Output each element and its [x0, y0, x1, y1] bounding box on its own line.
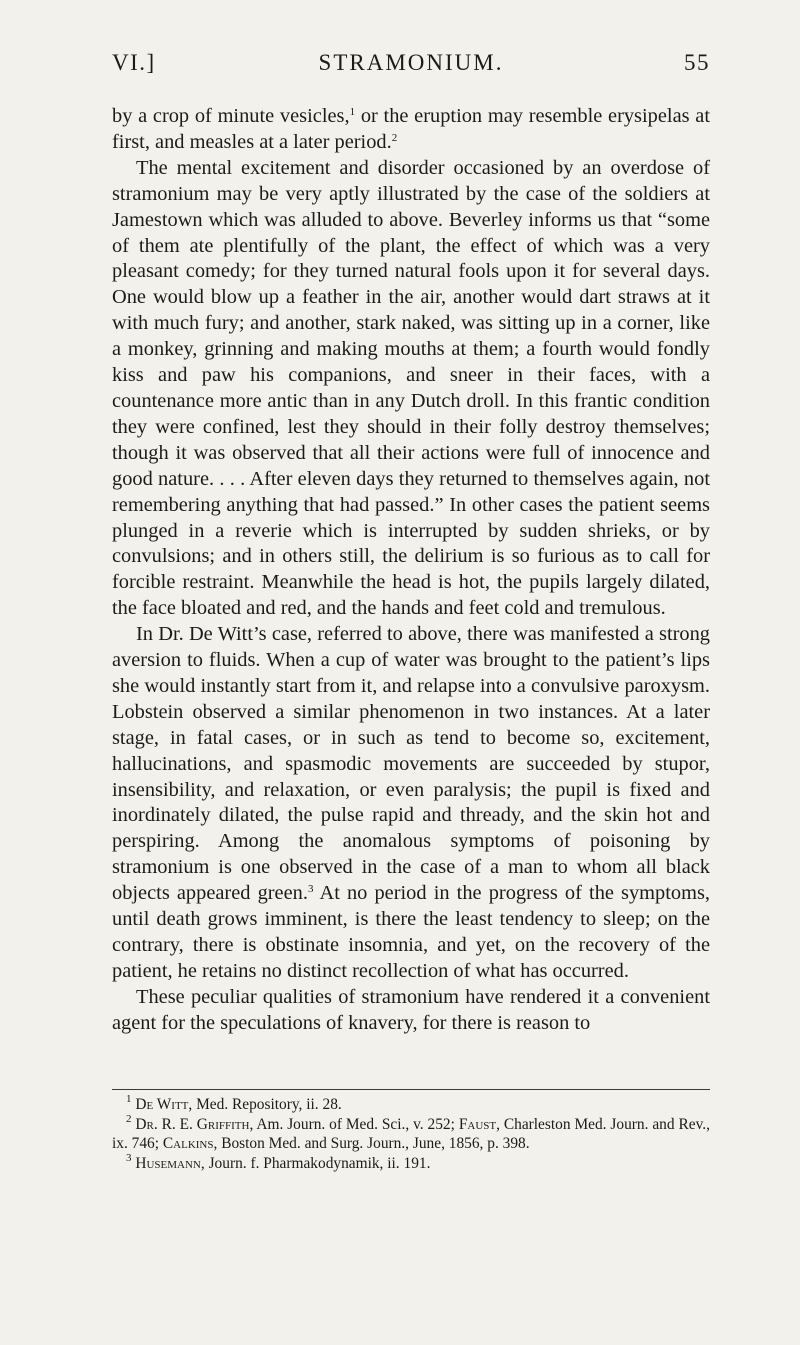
text-run: Husemann [135, 1154, 201, 1172]
text-run: The mental excitement and disorder occasioned by an overdose of stramonium may be very aptly illustrated by the case of the soldiers at Jamestown which was alluded to above. Beverley informs us that “some of them ate plentifully of the plant, the effect of which was a very pleasant comedy; for they turned natural fools upon it for several days. One would blow up a feather in the air, another would dart straws at it with much fury; and another, stark naked, was sitting up in a corner, like a monkey, grinning and making mouths at them; a fourth would fondly kiss and paw his companions, and sneer in their faces, with a countenance more antic than in any Dutch droll. In this frantic condition they were confined, lest they should in their folly destroy themselves; though it was observed that all their actions were full of innocence and good nature. . . . After eleven days they returned to themselves again, not remembering anything that had passed.” In other cases the patient seems plunged in a reverie which is interrupted by sudden shrieks, or by convulsions; and in others still, the delirium is so furious as to call for forcible restraint. Meanwhile the head is hot, the pupils largely dilated, the face bloated and red, and the hands and feet cold and tremulous. [112, 156, 710, 620]
footnote-marker: 2 [391, 131, 398, 144]
text-run: In Dr. De Witt’s case, referred to above, there was manifested a strong aversion to fluids. When a cup of water was brought to the patient’s lips she would instantly start from it, and relapse into a convulsive paroxysm. Lobstein observed a similar phenomenon in two instances. At a later stage, in fatal cases, or in such as tend to become so, excitement, hallucinations, and spasmodic movements are succeeded by stupor, insensibility, and relaxation, or even paralysis; the pupil is fixed and inordinately dilated, the pulse rapid and thready, and the skin hot and perspiring. Among the anomalous symptoms of poisoning by stramonium is one observed in the case of a man to whom all black objects appeared green. [112, 623, 710, 905]
text-run: At no period in the progress of the symptoms, until death grows imminent, is there the least tendency to sleep; on the contrary, there is obstinate insomnia, and yet, on the recovery of the patient, he retains no distinct recollection of what has occurred. [112, 882, 710, 982]
text-run: , Am. Journ. of Med. Sci., v. 252; [249, 1115, 459, 1133]
text-run: Faust [458, 1115, 497, 1133]
footnote [112, 1151, 710, 1174]
paragraph [112, 985, 710, 1037]
text-run: De Witt [135, 1096, 189, 1113]
text-run: These peculiar qualities of stramonium have rendered it a convenient agent for the speculations of knavery, for there is reason to [112, 985, 710, 1034]
text-run: or the eruption may resemble erysipelas at first, and measles at a later period. [112, 105, 710, 153]
paragraph [112, 104, 710, 156]
paragraph [112, 156, 710, 622]
footnote-marker: 1 [126, 1093, 132, 1105]
text-run: , Boston Med. and Surg. Journ., June, 1856, p. 398. [213, 1135, 530, 1152]
footnote-marker: 2 [126, 1112, 132, 1125]
footnote-marker: 1 [349, 106, 356, 118]
footnote-rule [112, 1089, 710, 1090]
footnote [112, 1112, 710, 1154]
footnotes [112, 1095, 710, 1173]
footnote-marker: 3 [126, 1151, 132, 1164]
body-text [112, 104, 710, 1037]
footnote [112, 1095, 710, 1115]
running-header [112, 50, 710, 84]
text-run: Dr. R. E. Griffith [135, 1115, 250, 1133]
footnote-marker: 3 [307, 883, 314, 896]
text-run: , Charleston Med. Journ. and Rev., ix. 746; [112, 1115, 710, 1152]
section-marker: VI.] [112, 50, 156, 75]
text-run: Calkins [162, 1135, 214, 1152]
paragraph [112, 622, 710, 985]
page-number: 55 [684, 50, 710, 75]
text-run: , Journ. f. Pharmakodynamik, ii. 191. [200, 1154, 431, 1172]
text-run: by a crop of minute vesicles, [112, 105, 350, 127]
running-title: STRAMONIUM. [318, 50, 504, 75]
text-run: , Med. Repository, ii. 28. [188, 1096, 342, 1113]
